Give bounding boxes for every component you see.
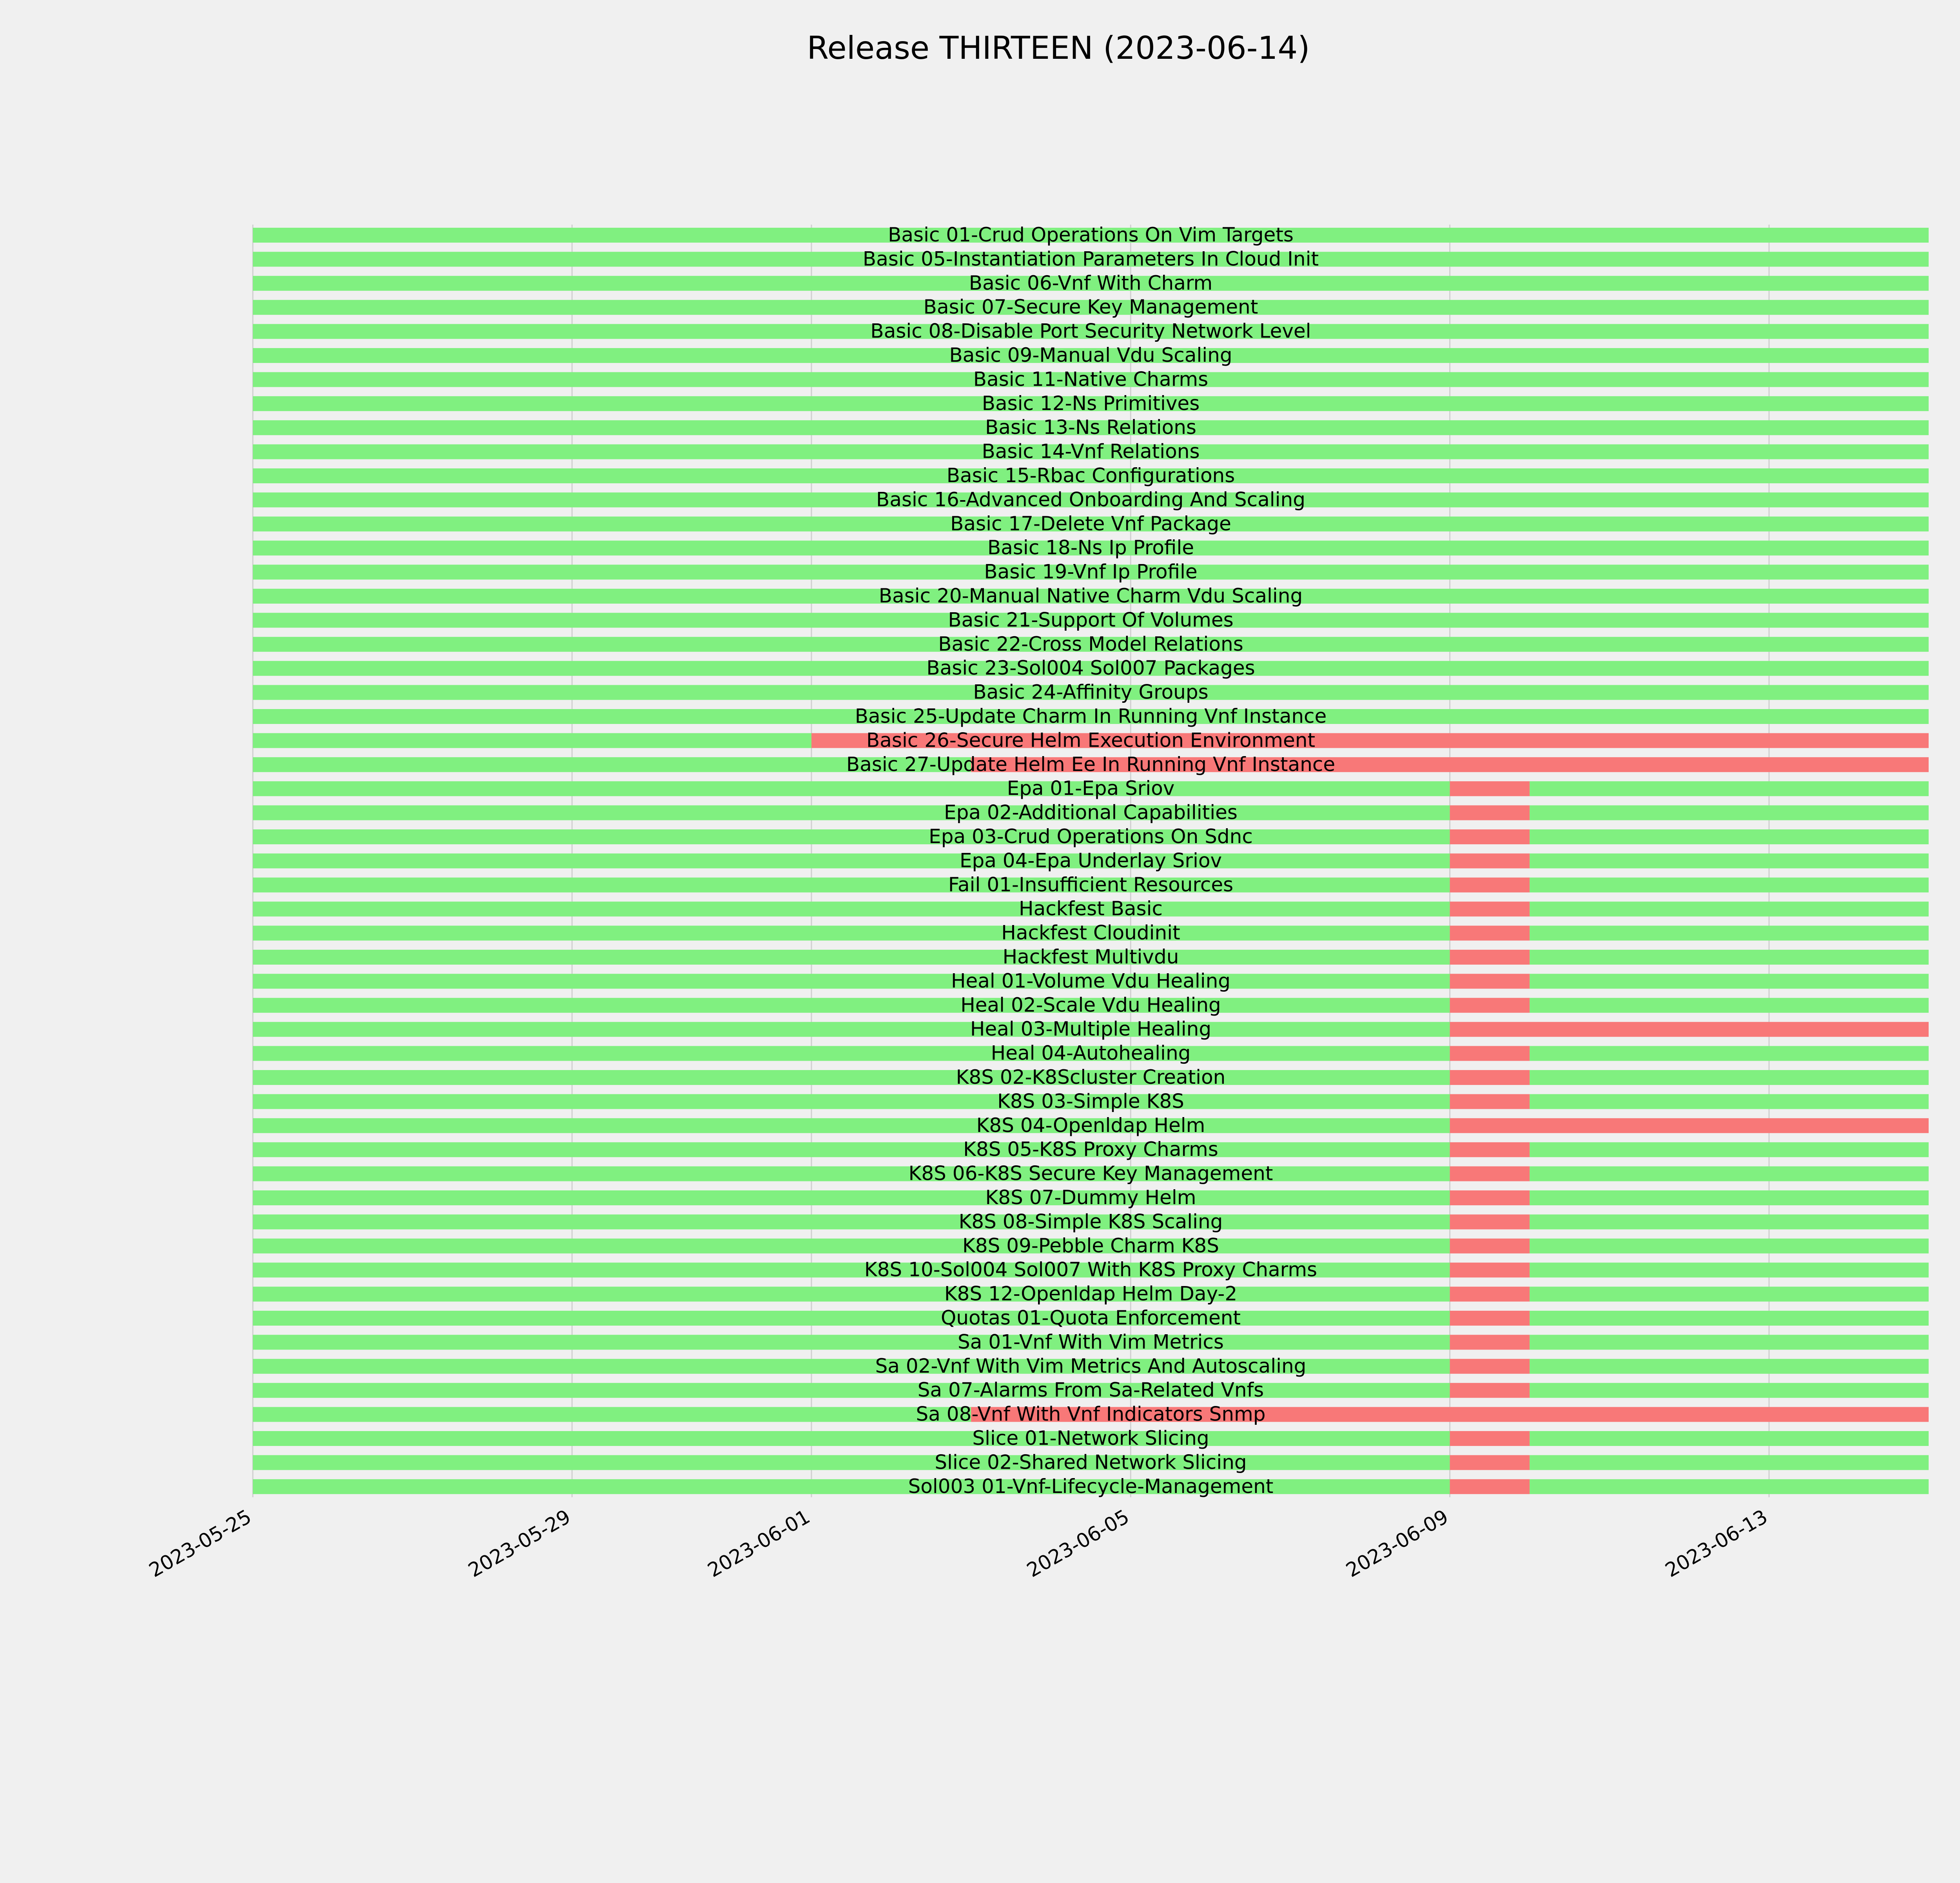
task-bar-pass	[1530, 926, 1929, 941]
task-bar-pass	[1530, 829, 1929, 844]
x-tick-label: 2023-05-29	[464, 1505, 575, 1582]
task-label: Basic 22-Cross Model Relations	[938, 632, 1243, 655]
task-bar-fail	[1450, 781, 1530, 796]
task-label: Epa 02-Additional Capabilities	[944, 801, 1238, 824]
task-bar-fail	[1450, 1287, 1530, 1302]
task-bar-fail	[1450, 1118, 1929, 1133]
task-bar-pass	[253, 853, 1450, 868]
task-bar-pass	[1530, 1190, 1929, 1205]
task-bar-pass	[253, 1311, 1450, 1326]
task-bar-fail	[1450, 1046, 1530, 1061]
task-bar-pass	[1530, 1359, 1929, 1374]
task-bar-pass	[1530, 1239, 1929, 1254]
task-label: Slice 02-Shared Network Slicing	[935, 1451, 1247, 1474]
task-label: Hackfest Cloudinit	[1001, 921, 1180, 944]
task-bar-pass	[1530, 1311, 1929, 1326]
task-bar-pass	[1530, 1335, 1929, 1350]
task-label: Basic 15-Rbac Configurations	[946, 464, 1235, 487]
task-bar-fail	[1450, 1094, 1530, 1109]
task-bar-fail	[1450, 974, 1530, 989]
task-label: Basic 07-Secure Key Management	[923, 296, 1258, 319]
task-bar-pass	[1530, 902, 1929, 916]
task-label: Basic 27-Update Helm Ee In Running Vnf Instance	[846, 753, 1336, 776]
task-label: K8S 05-K8S Proxy Charms	[963, 1138, 1218, 1161]
task-bar-pass	[253, 950, 1450, 965]
task-bar-pass	[1530, 1383, 1929, 1398]
task-label: Basic 01-Crud Operations On Vim Targets	[888, 223, 1294, 246]
task-label: Basic 08-Disable Port Security Network Level	[870, 319, 1311, 343]
task-bar-pass	[1530, 1479, 1929, 1494]
task-bar-pass	[253, 878, 1450, 893]
task-label: Basic 12-Ns Primitives	[982, 392, 1200, 415]
task-label: Slice 01-Network Slicing	[972, 1427, 1209, 1449]
task-bar-pass	[253, 1287, 1450, 1302]
task-bar-pass	[253, 1407, 971, 1422]
task-bar-fail	[1450, 1455, 1530, 1470]
task-label: Epa 03-Crud Operations On Sdnc	[929, 825, 1253, 848]
task-label: Basic 14-Vnf Relations	[982, 440, 1200, 463]
task-bar-pass	[253, 829, 1450, 844]
task-label: Hackfest Multivdu	[1002, 945, 1179, 968]
task-bar-pass	[1530, 878, 1929, 893]
task-label: Sa 08-Vnf With Vnf Indicators Snmp	[916, 1402, 1266, 1426]
task-label: Basic 09-Manual Vdu Scaling	[949, 344, 1232, 366]
task-label: Hackfest Basic	[1019, 897, 1163, 920]
task-bar-pass	[1530, 950, 1929, 965]
task-label: Basic 13-Ns Relations	[985, 416, 1196, 439]
task-bar-fail	[1450, 1190, 1530, 1205]
task-bar-pass	[253, 733, 811, 748]
task-label: K8S 06-K8S Secure Key Management	[908, 1162, 1273, 1185]
task-label: Basic 17-Delete Vnf Package	[950, 512, 1231, 535]
task-bar-pass	[1530, 781, 1929, 796]
task-bar-pass	[1530, 1094, 1929, 1109]
chart-title: Release THIRTEEN (2023-06-14)	[807, 30, 1310, 66]
task-label: Heal 04-Autohealing	[991, 1041, 1191, 1065]
task-bar-pass	[1530, 1166, 1929, 1181]
task-bar-pass	[253, 1046, 1450, 1061]
task-bar-fail	[1450, 1022, 1929, 1037]
task-bar-fail	[1450, 1214, 1530, 1229]
task-bar-fail	[1450, 926, 1530, 941]
task-bar-pass	[1530, 1431, 1929, 1446]
task-label: Heal 01-Volume Vdu Healing	[951, 969, 1231, 992]
task-bar-pass	[253, 902, 1450, 916]
x-tick-label: 2023-06-01	[704, 1505, 814, 1582]
task-bar-pass	[253, 1022, 1450, 1037]
task-bar-fail	[1450, 829, 1530, 844]
task-bar-pass	[253, 1142, 1450, 1157]
task-label: Heal 03-Multiple Healing	[970, 1018, 1212, 1041]
task-label: Basic 26-Secure Helm Execution Environment	[866, 729, 1316, 752]
task-bar-pass	[1530, 805, 1929, 820]
task-bar-pass	[1530, 1263, 1929, 1277]
task-bar-pass	[1530, 1142, 1929, 1157]
task-bar-pass	[253, 926, 1450, 941]
task-label: Sa 07-Alarms From Sa-Related Vnfs	[917, 1379, 1264, 1402]
task-label: Heal 02-Scale Vdu Healing	[960, 993, 1221, 1016]
task-label: Sa 01-Vnf With Vim Metrics	[958, 1330, 1224, 1353]
task-bar-pass	[1530, 1455, 1929, 1470]
task-bar-pass	[253, 1383, 1450, 1398]
task-bar-pass	[253, 974, 1450, 989]
task-bar-pass	[1530, 998, 1929, 1013]
task-bar-fail	[1450, 1335, 1530, 1350]
task-bar-pass	[253, 1094, 1450, 1109]
task-label: K8S 08-Simple K8S Scaling	[958, 1210, 1223, 1233]
task-bar-pass	[253, 1214, 1450, 1229]
task-bar-pass	[253, 1455, 1450, 1470]
task-label: Basic 23-Sol004 Sol007 Packages	[926, 657, 1255, 680]
task-bar-fail	[1450, 1070, 1530, 1085]
task-bar-pass	[253, 998, 1450, 1013]
task-label: Basic 16-Advanced Onboarding And Scaling	[876, 488, 1305, 511]
task-bar-fail	[1450, 950, 1530, 965]
task-bar-fail	[1450, 1311, 1530, 1326]
task-label: K8S 07-Dummy Helm	[985, 1186, 1196, 1209]
task-label: Basic 05-Instantiation Parameters In Cloud Init	[862, 247, 1319, 270]
task-bar-fail	[1450, 1142, 1530, 1157]
task-bar-pass	[1530, 1287, 1929, 1302]
task-label: Basic 20-Manual Native Charm Vdu Scaling	[878, 584, 1303, 607]
task-bar-fail	[1450, 1479, 1530, 1494]
task-label: K8S 12-Openldap Helm Day-2	[944, 1282, 1238, 1305]
task-bar-pass	[253, 1431, 1450, 1446]
task-bar-fail	[1450, 1263, 1530, 1277]
task-label: Basic 24-Affinity Groups	[973, 680, 1209, 704]
task-label: K8S 10-Sol004 Sol007 With K8S Proxy Charms	[864, 1258, 1318, 1281]
task-bar-pass	[253, 805, 1450, 820]
task-label: Epa 01-Epa Sriov	[1007, 777, 1175, 800]
task-label: Basic 25-Update Charm In Running Vnf Instance	[855, 705, 1327, 727]
task-label: K8S 04-Openldap Helm	[976, 1114, 1205, 1137]
task-bar-pass	[1530, 974, 1929, 989]
task-bar-fail	[1450, 1431, 1530, 1446]
task-bar-fail	[1450, 805, 1530, 820]
task-bar-pass	[253, 1070, 1450, 1085]
task-bar-fail	[1450, 1239, 1530, 1254]
task-bar-pass	[1530, 853, 1929, 868]
task-label: Basic 18-Ns Ip Profile	[987, 536, 1194, 559]
task-bar-fail	[1450, 1359, 1530, 1374]
task-label: Sol003 01-Vnf-Lifecycle-Management	[908, 1475, 1274, 1498]
task-label: K8S 03-Simple K8S	[997, 1090, 1184, 1113]
task-label: K8S 02-K8Scluster Creation	[956, 1066, 1226, 1088]
task-label: Epa 04-Epa Underlay Sriov	[959, 849, 1222, 872]
x-tick-label: 2023-05-25	[145, 1505, 255, 1582]
task-label: Fail 01-Insufficient Resources	[948, 873, 1234, 896]
task-bar-pass	[253, 781, 1450, 796]
task-label: Basic 11-Native Charms	[973, 368, 1209, 391]
task-bar-fail	[1450, 878, 1530, 893]
task-bar-pass	[253, 1335, 1450, 1350]
task-bar-fail	[1450, 1166, 1530, 1181]
task-bar-pass	[1530, 1046, 1929, 1061]
task-bar-fail	[1450, 853, 1530, 868]
task-bar-pass	[253, 1239, 1450, 1254]
task-bar-pass	[1530, 1070, 1929, 1085]
x-tick-label: 2023-06-13	[1661, 1505, 1771, 1582]
task-bar-fail	[1450, 1383, 1530, 1398]
x-tick-label: 2023-06-05	[1023, 1505, 1133, 1582]
task-label: Basic 19-Vnf Ip Profile	[984, 560, 1198, 583]
task-bar-pass	[253, 1190, 1450, 1205]
task-bar-pass	[1530, 1214, 1929, 1229]
task-label: K8S 09-Pebble Charm K8S	[962, 1234, 1219, 1257]
task-label: Basic 21-Support Of Volumes	[948, 608, 1234, 631]
task-bar-pass	[253, 1118, 1450, 1133]
task-label: Basic 06-Vnf With Charm	[969, 271, 1213, 294]
task-label: Quotas 01-Quota Enforcement	[940, 1306, 1241, 1329]
x-tick-label: 2023-06-09	[1342, 1505, 1452, 1582]
task-label: Sa 02-Vnf With Vim Metrics And Autoscaling	[875, 1354, 1307, 1377]
task-bar-fail	[1450, 902, 1530, 916]
task-bar-fail	[1450, 998, 1530, 1013]
